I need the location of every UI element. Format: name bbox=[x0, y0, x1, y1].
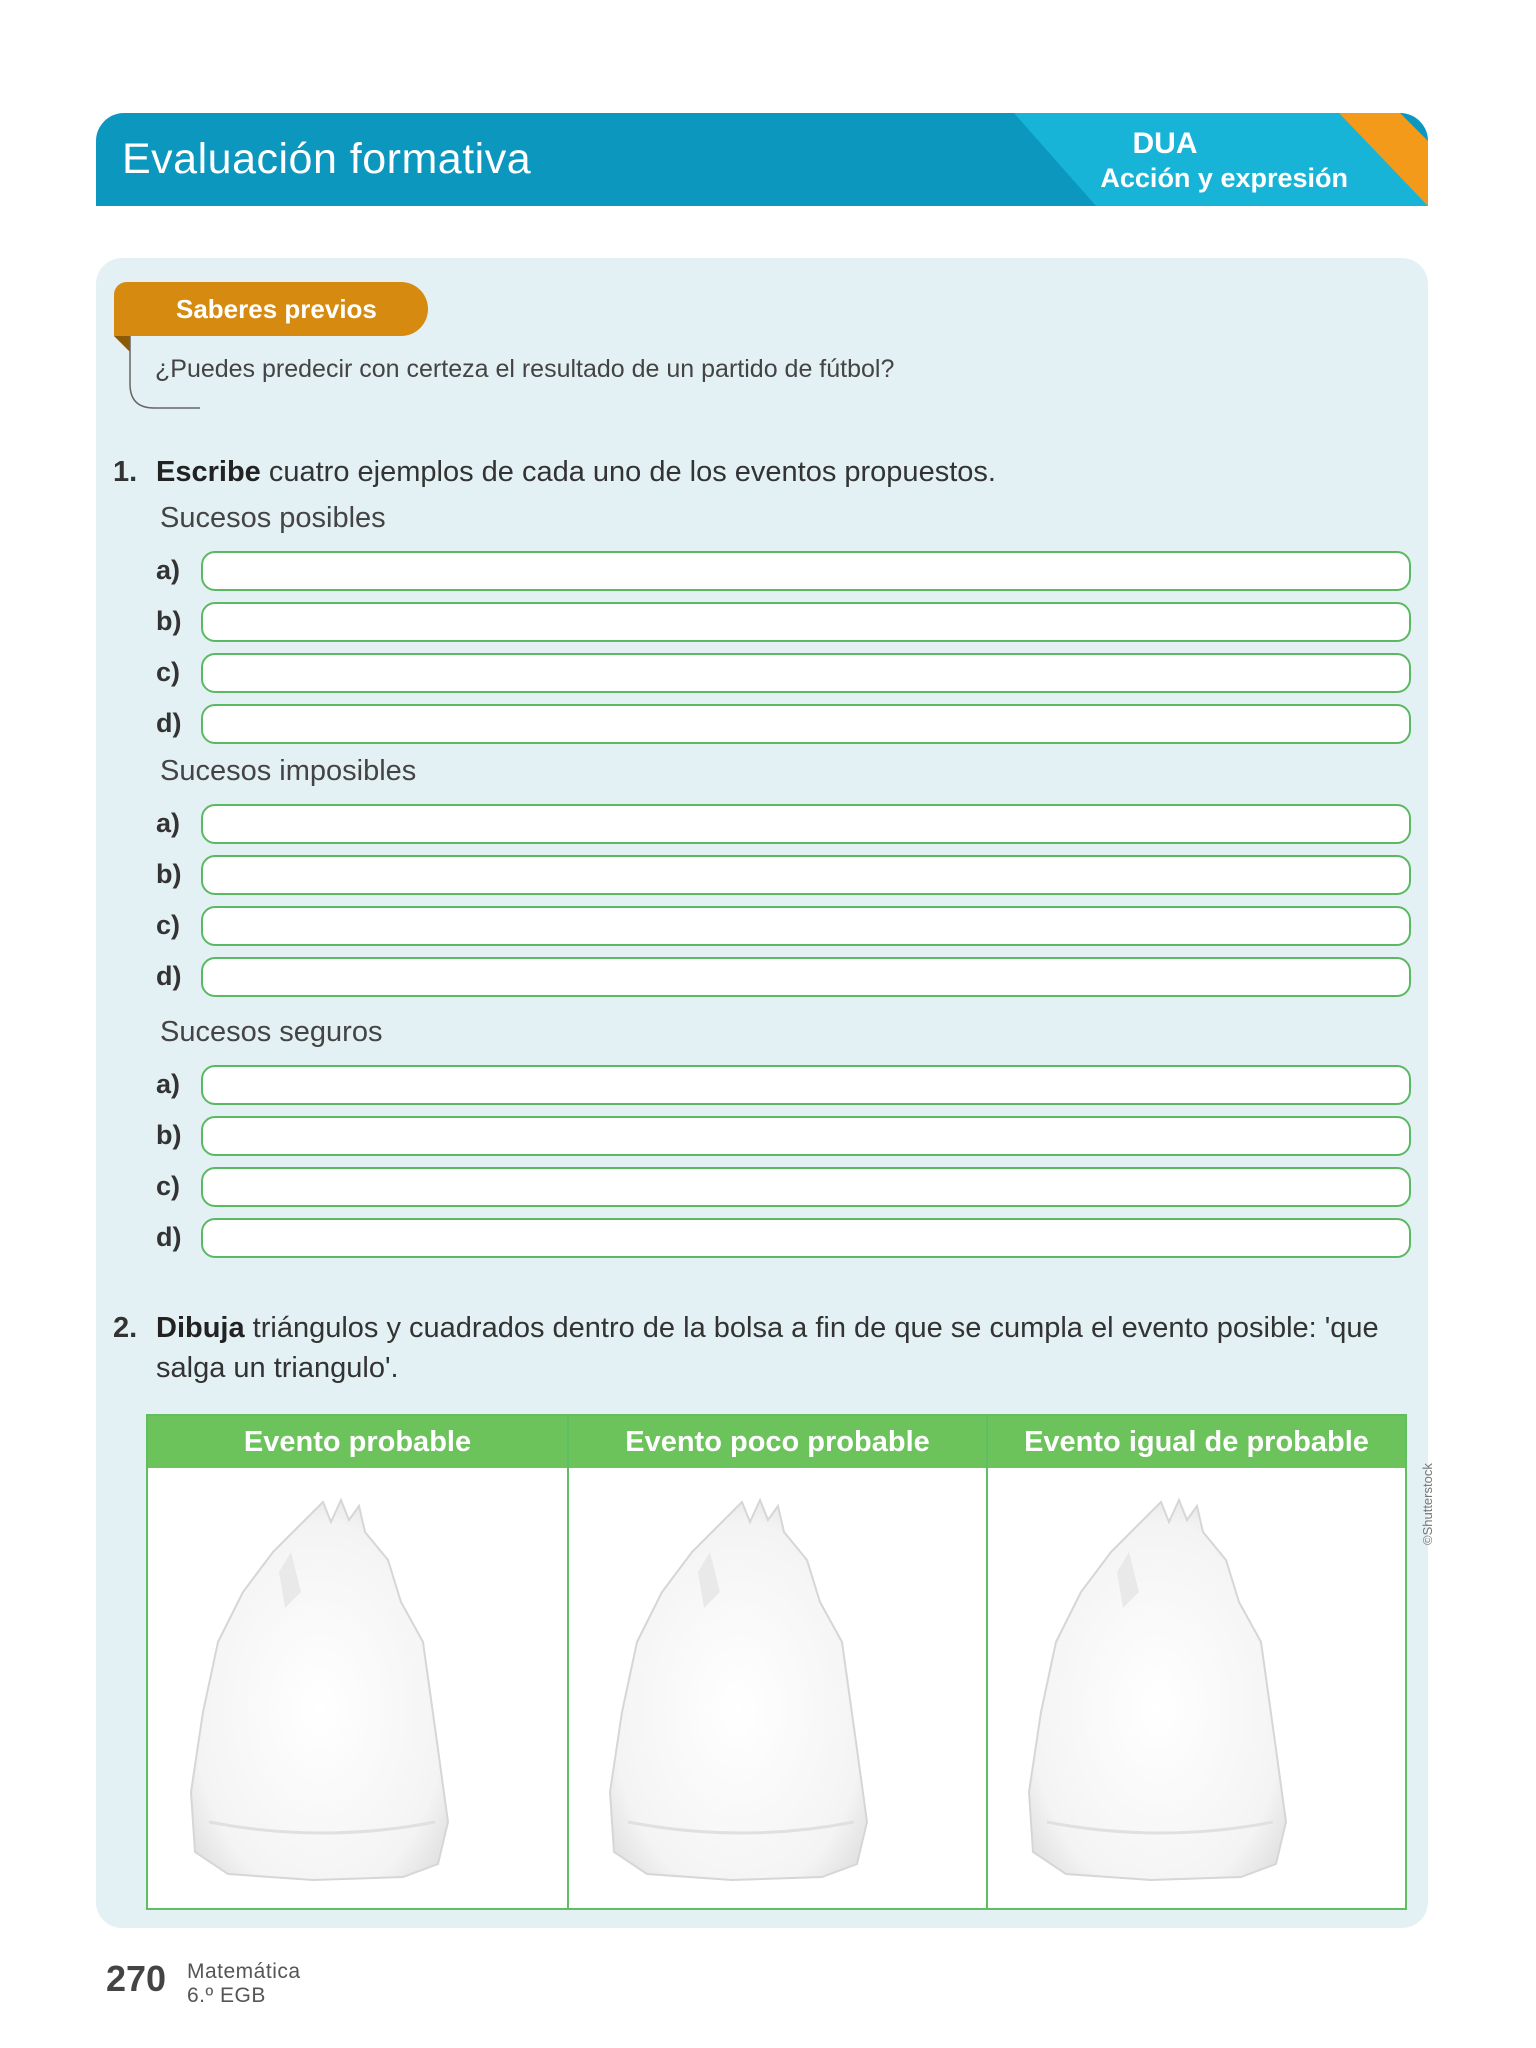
column-header: Evento probable bbox=[148, 1416, 567, 1468]
question-1-text bbox=[156, 452, 1421, 492]
plastic-bag-drawing-area[interactable] bbox=[1011, 1492, 1381, 1892]
row-label: d) bbox=[156, 961, 182, 991]
saberes-question: ¿Puedes predecir con certeza el resultado de un partido de fútbol? bbox=[155, 355, 895, 383]
answer-field[interactable] bbox=[201, 653, 1411, 693]
image-credit: ©Shutterstock bbox=[1420, 1463, 1435, 1545]
answer-field[interactable] bbox=[201, 1065, 1411, 1105]
section-title-posibles: Sucesos posibles bbox=[160, 502, 386, 534]
question-2-number: 2. bbox=[113, 1312, 138, 1344]
dua-title: DUA bbox=[1132, 127, 1198, 160]
answer-field[interactable] bbox=[201, 551, 1411, 591]
plastic-bag-drawing-area[interactable] bbox=[173, 1492, 543, 1892]
answer-field[interactable] bbox=[201, 855, 1411, 895]
row-label: b) bbox=[156, 1120, 182, 1150]
footer-subject: Matemática bbox=[187, 1960, 301, 1983]
question-2-verb: Dibuja bbox=[156, 1312, 245, 1344]
bag-drawing-table bbox=[146, 1414, 1407, 1910]
question-1-number: 1. bbox=[113, 456, 138, 488]
row-label: b) bbox=[156, 859, 182, 889]
row-label: c) bbox=[156, 1171, 181, 1201]
row-label: d) bbox=[156, 1222, 182, 1252]
row-label: a) bbox=[156, 555, 181, 585]
row-label: a) bbox=[156, 1069, 181, 1099]
page-number: 270 bbox=[106, 1958, 167, 1999]
row-label: d) bbox=[156, 708, 182, 738]
column-header: Evento igual de probable bbox=[988, 1416, 1405, 1468]
saberes-previos-tab bbox=[114, 282, 428, 336]
question-1-verb: Escribe bbox=[156, 456, 261, 488]
answer-field[interactable] bbox=[201, 1218, 1411, 1258]
column-header: Evento poco probable bbox=[569, 1416, 986, 1468]
answer-field[interactable] bbox=[201, 602, 1411, 642]
answer-field[interactable] bbox=[201, 1116, 1411, 1156]
column-divider bbox=[567, 1416, 569, 1908]
answer-field[interactable] bbox=[201, 906, 1411, 946]
question-2-text bbox=[156, 1308, 1421, 1388]
section-title-seguros: Sucesos seguros bbox=[160, 1016, 383, 1048]
answer-field[interactable] bbox=[201, 704, 1411, 744]
question-1-instruction: cuatro ejemplos de cada uno de los eventos propuestos. bbox=[260, 456, 996, 488]
section-title-imposibles: Sucesos imposibles bbox=[160, 755, 417, 787]
answer-field[interactable] bbox=[201, 1167, 1411, 1207]
row-label: c) bbox=[156, 910, 181, 940]
section-header bbox=[96, 113, 1428, 206]
answer-field[interactable] bbox=[201, 804, 1411, 844]
row-label: a) bbox=[156, 808, 181, 838]
answer-field[interactable] bbox=[201, 957, 1411, 997]
footer-grade: 6.º EGB bbox=[187, 1984, 266, 2007]
column-divider bbox=[986, 1416, 988, 1908]
plastic-bag-drawing-area[interactable] bbox=[592, 1492, 962, 1892]
saberes-previos-label: Saberes previos bbox=[176, 294, 377, 324]
dua-subtitle: Acción y expresión bbox=[1100, 163, 1348, 193]
row-label: c) bbox=[156, 657, 181, 687]
row-label: b) bbox=[156, 606, 182, 636]
header-title: Evaluación formativa bbox=[122, 135, 532, 183]
question-2-instruction: triángulos y cuadrados dentro de la bolsa a fin de que se cumpla el evento posible: 'que salga un triangulo'. bbox=[156, 1312, 1379, 1384]
